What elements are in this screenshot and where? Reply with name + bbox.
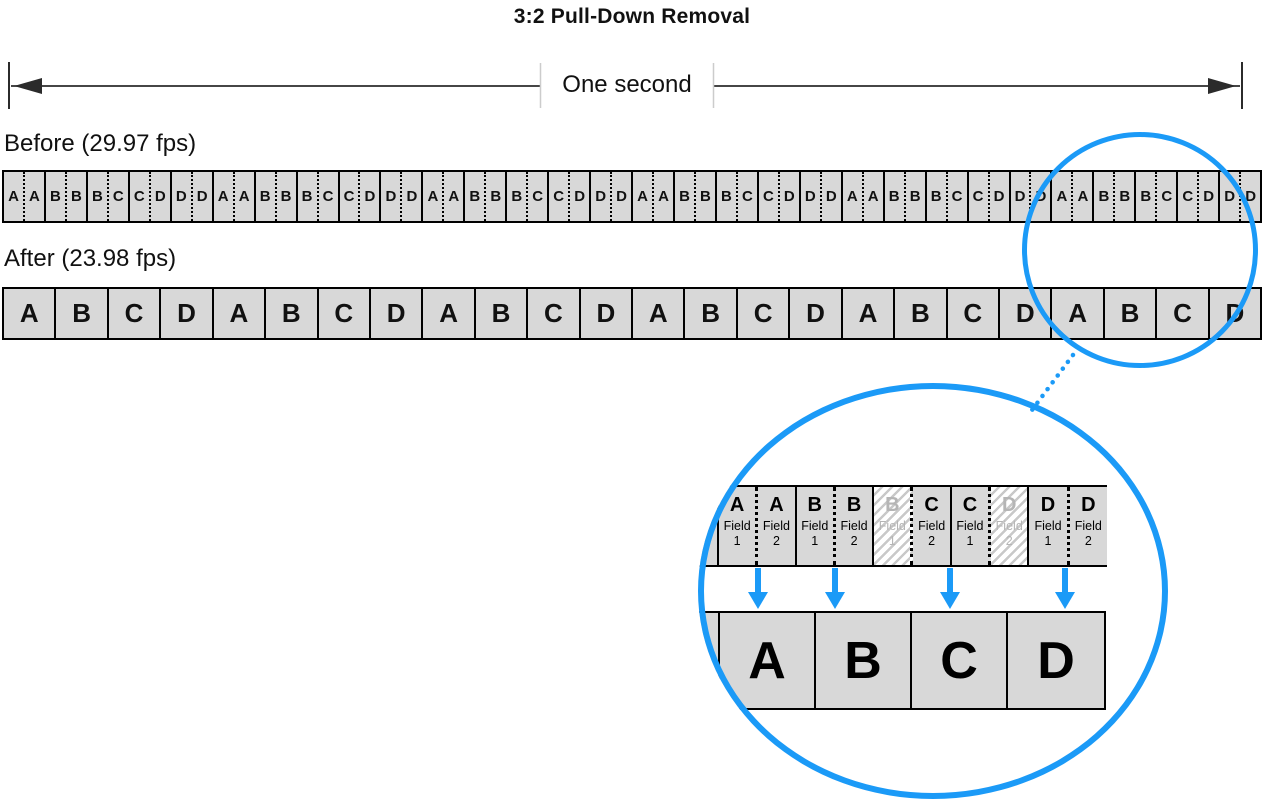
- before-frame: [801, 172, 843, 221]
- after-frame-cell: C: [109, 289, 161, 338]
- before-frame: [256, 172, 298, 221]
- down-arrow-stem: [947, 568, 953, 592]
- before-field-cell: B: [717, 172, 738, 221]
- before-field-cell: C: [130, 172, 151, 221]
- field-letter: A: [769, 494, 784, 516]
- field-number: 1: [811, 534, 819, 548]
- field-cell: [1070, 487, 1107, 565]
- before-field-cell: B: [507, 172, 528, 221]
- output-frame-cell: B: [816, 613, 912, 708]
- before-frame: [465, 172, 507, 221]
- before-field-cell: D: [993, 188, 1005, 205]
- field-strip: [698, 485, 1107, 567]
- down-arrow-stem: [755, 568, 761, 592]
- down-arrow-head: [825, 592, 845, 609]
- before-frame: [1094, 172, 1136, 221]
- before-field-cell: D: [1035, 188, 1047, 205]
- after-frame-cell: D: [161, 289, 213, 338]
- before-frame: [717, 172, 759, 221]
- field-word: Field: [1074, 519, 1102, 533]
- field-letter: B: [846, 494, 862, 516]
- field-number: 2: [772, 534, 780, 548]
- down-arrow-stem: [1062, 568, 1068, 592]
- before-field-cell: A: [633, 172, 654, 221]
- before-field-cell: D: [574, 188, 586, 205]
- before-field-cell: D: [825, 188, 837, 205]
- before-field-cell: C: [112, 188, 124, 205]
- after-frame-cell: C: [319, 289, 371, 338]
- after-frame-cell: B: [476, 289, 528, 338]
- field-cell: [836, 487, 872, 565]
- field-letter: C: [924, 494, 939, 516]
- diagram-title: 3:2 Pull-Down Removal: [513, 5, 751, 28]
- before-frame: [130, 172, 172, 221]
- before-field-cell: D: [381, 172, 402, 221]
- output-frame-cell: C: [912, 613, 1008, 708]
- before-field-cell: C: [340, 172, 361, 221]
- field-number: 1: [733, 534, 741, 548]
- magnifier-connector-dotted-line: [1032, 355, 1073, 410]
- before-field-cell: B: [46, 172, 67, 221]
- before-label: Before (29.97 fps): [4, 130, 197, 157]
- before-field-cell: C: [1178, 172, 1199, 221]
- down-arrow-icon: [748, 568, 768, 609]
- after-frame-cell: C: [948, 289, 1000, 338]
- after-frame-cell: A: [214, 289, 266, 338]
- field-word: Field: [878, 519, 906, 533]
- before-field-cell: D: [1011, 172, 1032, 221]
- before-field-cell: B: [1119, 188, 1131, 205]
- field-word: Field: [918, 519, 946, 533]
- before-field-cell: C: [951, 188, 963, 205]
- one-second-label: One second: [562, 71, 692, 98]
- field-frame: [719, 487, 797, 565]
- before-field-cell: A: [423, 172, 444, 221]
- before-field-cell: A: [29, 188, 40, 205]
- before-frame: [675, 172, 717, 221]
- before-field-cell: B: [675, 172, 696, 221]
- field-word: Field: [995, 519, 1023, 533]
- before-field-cell: B: [256, 172, 277, 221]
- before-frame: [1136, 172, 1178, 221]
- before-field-cell: D: [172, 172, 193, 221]
- field-number: 2: [1084, 534, 1092, 548]
- down-arrow-head: [1055, 592, 1075, 609]
- before-frame: [549, 172, 591, 221]
- field-word: Field: [723, 519, 751, 533]
- before-field-cell: B: [909, 188, 921, 205]
- after-frame-cell: A: [633, 289, 685, 338]
- field-letter: D: [1040, 494, 1056, 516]
- before-field-cell: D: [406, 188, 418, 205]
- before-field-cell: B: [927, 172, 948, 221]
- down-arrow-icon: [825, 568, 845, 609]
- before-frame: [633, 172, 675, 221]
- after-frame-cell: B: [1105, 289, 1157, 338]
- after-frame-cell: D: [371, 289, 423, 338]
- output-frame-cell: D: [1037, 631, 1075, 690]
- before-field-cell: A: [1052, 172, 1073, 221]
- before-frame: [969, 172, 1011, 221]
- after-frame-cell: D: [790, 289, 842, 338]
- before-field-cell: A: [448, 188, 460, 205]
- after-frame-cell: D: [1000, 289, 1052, 338]
- before-field-cell: A: [867, 188, 879, 205]
- before-frame: [1011, 172, 1053, 221]
- before-field-cell: B: [465, 172, 486, 221]
- field-word: Field: [956, 519, 984, 533]
- before-frame: [88, 172, 130, 221]
- before-field-cell: D: [783, 188, 795, 205]
- after-label: After (23.98 fps): [4, 245, 177, 272]
- after-frame-cell: B: [895, 289, 947, 338]
- before-field-cell: D: [801, 172, 822, 221]
- down-arrow-head: [748, 592, 768, 609]
- before-field-cell: D: [616, 188, 627, 205]
- before-frame: [381, 172, 423, 221]
- before-strip: [2, 170, 1262, 223]
- before-field-cell: C: [741, 188, 753, 205]
- before-field-cell: D: [591, 172, 612, 221]
- before-frame: [507, 172, 549, 221]
- before-field-cell: A: [1077, 188, 1089, 205]
- before-field-cell: D: [196, 188, 208, 205]
- before-frame: [1052, 172, 1094, 221]
- output-frame-cell: A: [720, 613, 816, 708]
- field-letter: A: [729, 494, 745, 516]
- before-field-cell: D: [364, 188, 376, 205]
- after-frame-cell: B: [685, 289, 737, 338]
- field-number: 1: [1044, 534, 1052, 548]
- field-cell: [1029, 487, 1069, 565]
- before-frame: [885, 172, 927, 221]
- before-frame: [423, 172, 465, 221]
- before-field-cell: B: [700, 188, 711, 205]
- field-number: 2: [928, 534, 936, 548]
- field-strip-partial-cell: [698, 487, 719, 565]
- magnifier-content: [698, 383, 1168, 799]
- before-field-cell: B: [298, 172, 319, 221]
- before-field-cell: A: [214, 172, 235, 221]
- before-field-cell: D: [154, 188, 166, 205]
- field-letter: C: [962, 494, 978, 516]
- output-strip-partial-cell: [698, 613, 720, 708]
- before-frame: [298, 172, 340, 221]
- before-frame: [1220, 172, 1260, 221]
- output-strip: [698, 611, 1106, 710]
- field-letter: B: [807, 494, 822, 516]
- after-frame-cell: B: [266, 289, 318, 338]
- field-letter: D: [1081, 494, 1096, 516]
- before-field-cell: B: [1094, 172, 1115, 221]
- before-frame: [4, 172, 46, 221]
- after-frame-cell: A: [423, 289, 475, 338]
- before-frame: [759, 172, 801, 221]
- field-frame: [1029, 487, 1107, 565]
- field-number: 1: [888, 534, 896, 548]
- field-word: Field: [762, 519, 790, 533]
- before-field-cell: A: [658, 188, 669, 205]
- before-frame: [591, 172, 633, 221]
- field-cell: [797, 487, 836, 565]
- dimension-arrowhead-right-icon: [1208, 78, 1236, 94]
- after-strip: [2, 287, 1262, 340]
- before-field-cell: A: [4, 172, 25, 221]
- before-field-cell: B: [885, 172, 906, 221]
- before-field-cell: A: [843, 172, 864, 221]
- field-word: Field: [840, 519, 868, 533]
- before-frame: [340, 172, 382, 221]
- down-arrow-icon: [940, 568, 960, 609]
- after-frame-cell: A: [4, 289, 56, 338]
- field-cell: [719, 487, 758, 565]
- before-field-cell: D: [1245, 188, 1257, 205]
- field-word: Field: [801, 519, 829, 533]
- field-frame: [952, 487, 1030, 565]
- before-frame: [172, 172, 214, 221]
- after-frame-cell: D: [1225, 298, 1245, 328]
- removed-field-cell: [991, 487, 1027, 565]
- before-frame: [1178, 172, 1220, 221]
- before-field-cell: B: [88, 172, 109, 221]
- before-field-cell: D: [1220, 172, 1241, 221]
- after-frame-cell: A: [843, 289, 895, 338]
- field-cell: [952, 487, 991, 565]
- down-arrow-head: [940, 592, 960, 609]
- field-number: 2: [1005, 534, 1013, 548]
- after-frame-cell: C: [528, 289, 580, 338]
- field-cell: [913, 487, 949, 565]
- after-frame-cell: C: [738, 289, 790, 338]
- after-frame-cell: B: [56, 289, 108, 338]
- before-frame: [214, 172, 256, 221]
- after-frame-cell: C: [1157, 289, 1209, 338]
- before-field-cell: B: [70, 188, 82, 205]
- before-field-cell: C: [1161, 188, 1173, 205]
- before-field-cell: B: [280, 188, 292, 205]
- before-field-cell: B: [1136, 172, 1157, 221]
- field-number: 1: [966, 534, 974, 548]
- before-field-cell: C: [322, 188, 334, 205]
- after-frame-cell: A: [1052, 289, 1104, 338]
- before-frame: [843, 172, 885, 221]
- field-letter: B: [885, 494, 900, 516]
- dimension-arrowhead-left-icon: [14, 78, 42, 94]
- field-cell: [758, 487, 794, 565]
- before-frame: [927, 172, 969, 221]
- down-arrow-icon: [1055, 568, 1075, 609]
- before-frame: [46, 172, 88, 221]
- removed-field-cell: [874, 487, 913, 565]
- before-field-cell: C: [549, 172, 570, 221]
- before-field-cell: D: [1203, 188, 1215, 205]
- before-field-cell: C: [969, 172, 990, 221]
- after-frame-cell: D: [581, 289, 633, 338]
- field-frame: [797, 487, 875, 565]
- down-arrow-stem: [832, 568, 838, 592]
- before-field-cell: C: [532, 188, 544, 205]
- field-number: 2: [850, 534, 858, 548]
- before-field-cell: C: [759, 172, 780, 221]
- field-word: Field: [1034, 519, 1062, 533]
- before-field-cell: B: [490, 188, 502, 205]
- field-letter: D: [1002, 494, 1017, 516]
- before-field-cell: A: [238, 188, 250, 205]
- field-frame: [874, 487, 952, 565]
